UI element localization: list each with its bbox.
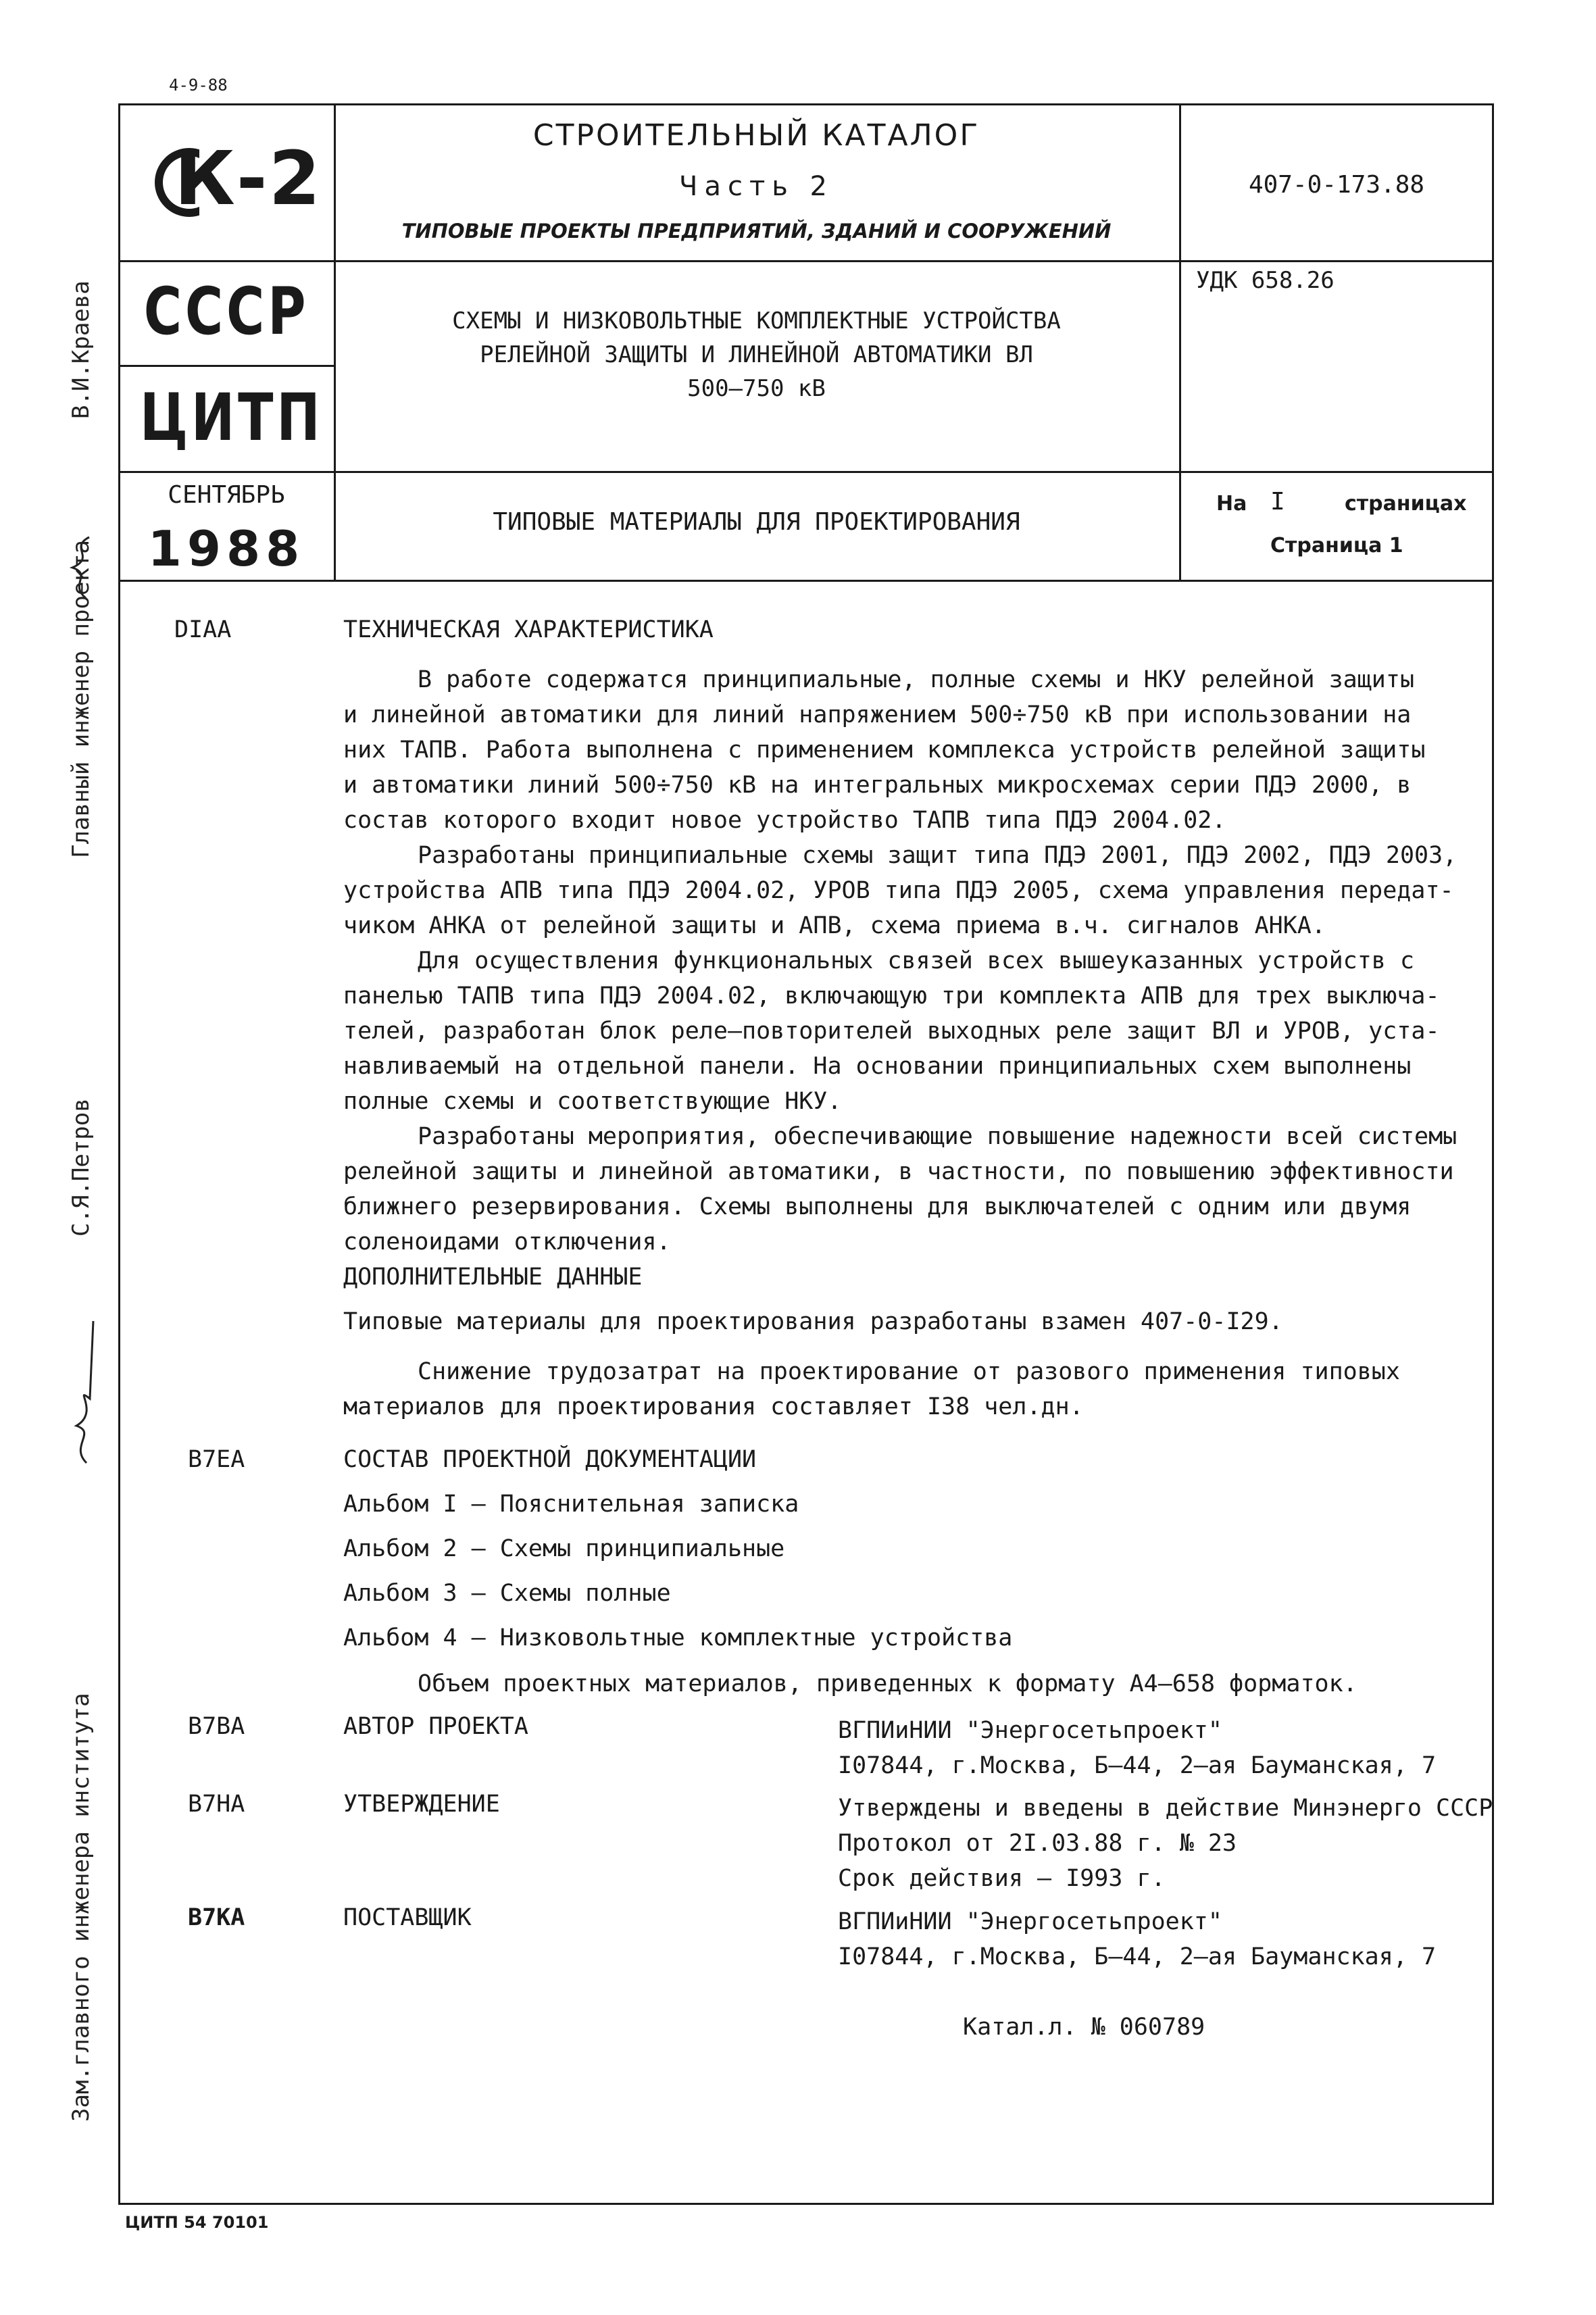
top-date: 4-9-88 (169, 76, 228, 95)
text-line: Разработаны принципиальные схемы защит типа ПДЭ 2001, ПДЭ 2002, ПДЭ 2003, (418, 842, 1457, 869)
header-rule-1 (118, 260, 1494, 262)
deputy-label: Зам.главного инженера института (68, 1693, 95, 2122)
additional-line-2a: Снижение трудозатрат на проектирование от разового применения типовых (418, 1358, 1400, 1385)
author-label: АВТОР ПРОЕКТА (343, 1713, 528, 1740)
logo-text: К-2 (174, 135, 322, 222)
ussr-label: СССР (143, 274, 309, 349)
section-code-docs: B7EA (188, 1446, 245, 1473)
tech-heading: ТЕХНИЧЕСКАЯ ХАРАКТЕРИСТИКА (343, 616, 714, 643)
approval-line-3: Срок действия – I993 г. (838, 1865, 1166, 1892)
section-code-tech: DIAA (174, 616, 232, 643)
project-title (334, 304, 1179, 405)
project-title-line-2: РЕЛЕЙНОЙ ЗАЩИТЫ И ЛИНЕЙНОЙ АВТОМАТИКИ ВЛ (480, 341, 1033, 368)
catalog-part: Часть 2 (679, 171, 834, 202)
supplier-details (838, 1904, 1436, 1974)
tech-text (343, 662, 1465, 1260)
docs-heading: СОСТАВ ПРОЕКТНОЙ ДОКУМЕНТАЦИИ (343, 1446, 757, 1473)
project-title-line-3: 500–750 кВ (687, 375, 826, 402)
header-rule-3 (118, 471, 1494, 473)
album-1: Альбом I – Пояснительная записка (343, 1491, 799, 1518)
pages-count: I (1270, 488, 1285, 516)
text-line: релейной защиты и линейной автоматики, в частности, по повышению эффективности (343, 1158, 1454, 1185)
section-code-approval: B7HA (188, 1791, 245, 1818)
footer-code: ЦИТП 54 70101 (125, 2213, 269, 2232)
materials-type: ТИПОВЫЕ МАТЕРИАЛЫ ДЛЯ ПРОЕКТИРОВАНИЯ (493, 508, 1020, 536)
approval-label: УТВЕРЖДЕНИЕ (343, 1791, 500, 1818)
tech-paragraph-4 (343, 1119, 1465, 1154)
docs-volume: Объем проектных материалов, приведенных к формату А4–658 форматок. (418, 1670, 1357, 1697)
tech-paragraph-1 (343, 662, 1465, 697)
month-label: СЕНТЯБРЬ (168, 481, 285, 509)
text-line: телей, разработан блок реле–повторителей выходных реле защит ВЛ и УРОВ, уста- (343, 1018, 1440, 1045)
text-line: них ТАПВ. Работа выполнена с применением комплекса устройств релейной защиты (343, 737, 1426, 764)
text-line: панелью ТАПВ типа ПДЭ 2004.02, включающую три комплекта АПВ для трех выключа- (343, 982, 1440, 1010)
supplier-address: I07844, г.Москва, Б–44, 2–ая Бауманская, 7 (838, 1943, 1437, 1970)
text-line: Для осуществления функциональных связей всех вышеуказанных устройств с (418, 947, 1415, 974)
text-line: Разработаны мероприятия, обеспечивающие повышение надежности всей системы (418, 1123, 1457, 1150)
album-4: Альбом 4 – Низковольтные комплектные устройства (343, 1624, 1013, 1651)
chief-engineer-name: В.И.Краева (68, 280, 95, 419)
text-line: устройства АПВ типа ПДЭ 2004.02, УРОВ типа ПДЭ 2005, схема управления передат- (343, 877, 1454, 904)
additional-line-2b: материалов для проектирования составляет I38 чел.дн. (343, 1393, 1084, 1420)
album-2: Альбом 2 – Схемы принципиальные (343, 1535, 785, 1562)
text-line: В работе содержатся принципиальные, полные схемы и НКУ релейной защиты (418, 666, 1415, 693)
signature-mark-chief (62, 534, 103, 601)
catalog-title: СТРОИТЕЛЬНЫЙ КАТАЛОГ (532, 118, 980, 153)
signature-mark-deputy (59, 1318, 107, 1466)
text-line: ближнего резервирования. Схемы выполнены для выключателей с одним или двумя (343, 1193, 1412, 1220)
citp-label: ЦИТП (140, 380, 324, 455)
section-code-author: B7BA (188, 1713, 245, 1740)
catalog-number: 407-0-173.88 (1248, 171, 1425, 199)
additional-line-1: Типовые материалы для проектирования разработаны взамен 407-0-I29. (343, 1308, 1283, 1335)
header-rule-2 (118, 365, 334, 367)
author-org: ВГПИиНИИ "Энергосетьпроект" (838, 1717, 1222, 1744)
tech-paragraph-3 (343, 943, 1465, 978)
approval-details (838, 1791, 1493, 1896)
text-line: полные схемы и соответствующие НКУ. (343, 1088, 842, 1115)
author-details (838, 1713, 1436, 1783)
udk-code: УДК 658.26 (1196, 267, 1335, 294)
text-line: соленоидами отключения. (343, 1228, 671, 1255)
catalog-subtitle: ТИПОВЫЕ ПРОЕКТЫ ПРЕДПРИЯТИЙ, ЗДАНИЙ И СООРУЖЕНИЙ (401, 220, 1112, 243)
approval-line-2: Протокол от 2I.03.88 г. № 23 (838, 1830, 1237, 1857)
tech-paragraph-2 (343, 838, 1465, 873)
pages-suffix: страницах (1345, 492, 1467, 516)
deputy-name: С.Я.Петров (68, 1098, 95, 1237)
text-line: навливаемый на отдельной панели. На основании принципиальных схем выполнены (343, 1053, 1412, 1080)
page-label: Страница 1 (1270, 534, 1403, 557)
text-line: чиком АНКА от релейной защиты и АПВ, схема приема в.ч. сигналов АНКА. (343, 912, 1326, 939)
project-title-line-1: СХЕМЫ И НИЗКОВОЛЬТНЫЕ КОМПЛЕКТНЫЕ УСТРОЙСТВА (452, 307, 1061, 334)
additional-heading: ДОПОЛНИТЕЛЬНЫЕ ДАННЫЕ (343, 1264, 643, 1291)
approval-line-1: Утверждены и введены в действие Минэнерго СССР (838, 1795, 1493, 1822)
header-rule-4 (118, 580, 1494, 582)
catalog-sheet-number: Катал.л. № 060789 (963, 2014, 1205, 2041)
year-label: 1988 (147, 520, 305, 577)
supplier-label: ПОСТАВЩИК (343, 1904, 472, 1931)
chief-engineer-label: Главный инженер проекта (68, 540, 95, 858)
section-code-supplier: B7KA (188, 1904, 245, 1931)
album-3: Альбом 3 – Схемы полные (343, 1580, 671, 1607)
text-line: и автоматики линий 500÷750 кВ на интегральных микросхемах серии ПДЭ 2000, в (343, 772, 1412, 799)
supplier-org: ВГПИиНИИ "Энергосетьпроект" (838, 1908, 1222, 1935)
pages-prefix: На (1216, 492, 1247, 516)
text-line: и линейной автоматики для линий напряжением 500÷750 кВ при использовании на (343, 701, 1412, 728)
text-line: состав которого входит новое устройство ТАПВ типа ПДЭ 2004.02. (343, 807, 1226, 834)
author-address: I07844, г.Москва, Б–44, 2–ая Бауманская, 7 (838, 1752, 1437, 1779)
